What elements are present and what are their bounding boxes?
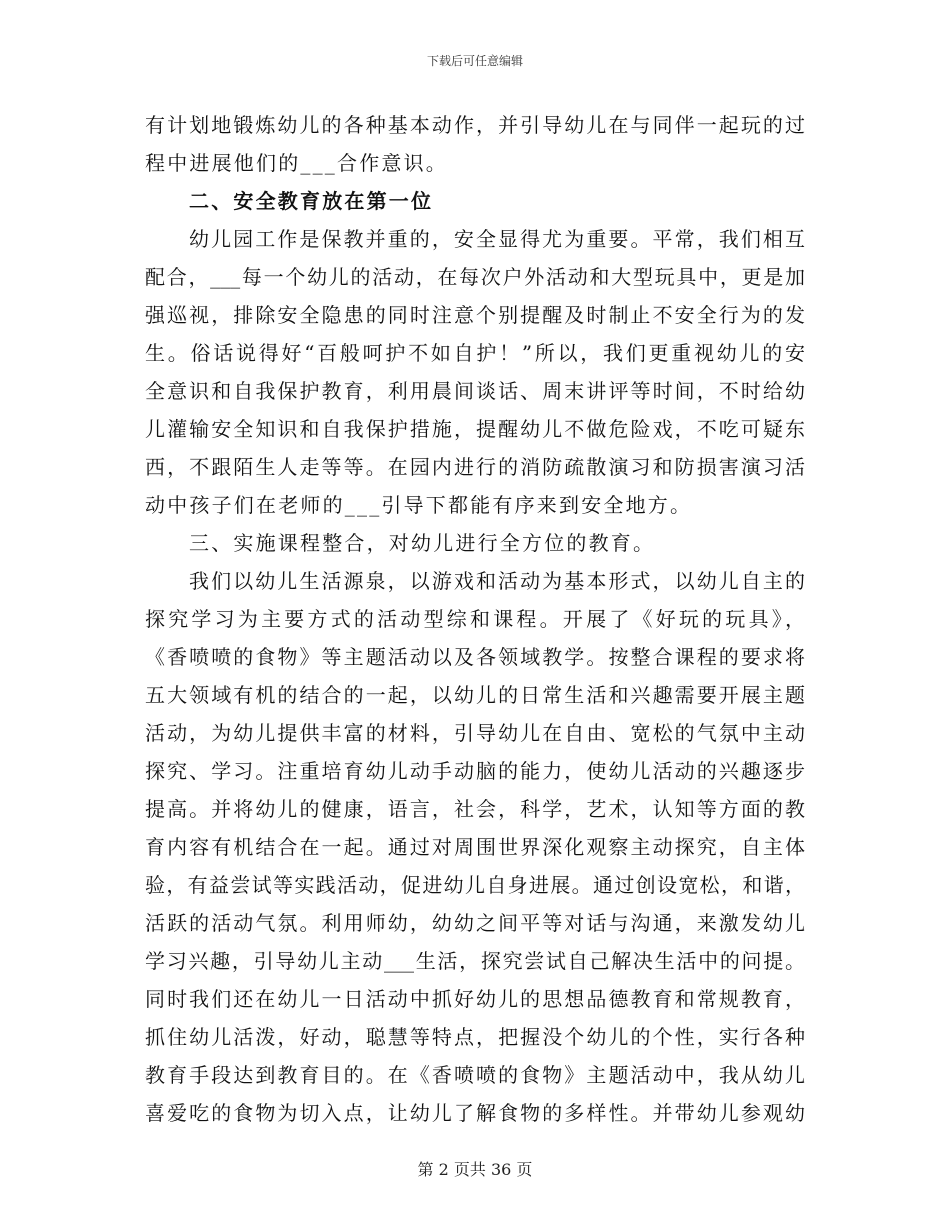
text-line: 强巡视，排除安全隐患的同时注意个别提醒及时制止不安全行为的发 — [145, 303, 805, 327]
text-line: 西，不跟陌生人走等等。在园内进行的消防疏散演习和防损害演习活 — [145, 455, 805, 479]
text-line: 程中进展他们的___合作意识。 — [145, 151, 448, 175]
text-line: 学习兴趣，引导幼儿主动___生活，探究尝试自己解决生活中的问提。 — [145, 949, 805, 973]
text-line: 活动，为幼儿提供丰富的材料，引导幼儿在自由、宽松的气氛中主动 — [145, 721, 805, 745]
page-footer: 第 2 页共 36 页 — [417, 1160, 533, 1179]
text-line: 儿灌输安全知识和自我保护措施，提醒幼儿不做危险戏，不吃可疑东 — [145, 417, 805, 441]
text-line: 全意识和自我保护教育，利用晨间谈话、周末讲评等时间，不时给幼 — [145, 379, 805, 403]
text-line: 动中孩子们在老师的___引导下都能有序来到安全地方。 — [145, 493, 693, 517]
text-line: 活跃的活动气氛。利用师幼，幼幼之间平等对话与沟通，来激发幼儿 — [145, 911, 805, 935]
text-line: 探究学习为主要方式的活动型综和课程。开展了《好玩的玩具》， — [145, 607, 805, 631]
text-line: 育内容有机结合在一起。通过对周围世界深化观察主动探究，自主体 — [145, 835, 805, 859]
text-line: 有计划地锻炼幼儿的各种基本动作，并引导幼儿在与同伴一起玩的过 — [145, 113, 805, 137]
text-line: 《香喷喷的食物》等主题活动以及各领域教学。按整合课程的要求将 — [145, 645, 805, 669]
text-line: 探究、学习。注重培育幼儿动手动脑的能力，使幼儿活动的兴趣逐步 — [145, 759, 805, 783]
text-line: 配合，___每一个幼儿的活动，在每次户外活动和大型玩具中，更是加 — [145, 265, 805, 289]
page-header: 下载后可任意编辑 — [426, 54, 523, 68]
text-line: 幼儿园工作是保教并重的，安全显得尤为重要。平常，我们相互 — [189, 227, 805, 251]
text-line: 提高。并将幼儿的健康，语言，社会，科学，艺术，认知等方面的教 — [145, 797, 805, 821]
text-line: 抓住幼儿活泼，好动，聪慧等特点，把握没个幼儿的个性，实行各种 — [145, 1025, 805, 1049]
text-line: 教育手段达到教育目的。在《香喷喷的食物》主题活动中，我从幼儿 — [145, 1063, 805, 1087]
text-line: 同时我们还在幼儿一日活动中抓好幼儿的思想品德教育和常规教育， — [145, 987, 805, 1011]
section-heading: 二、安全教育放在第一位 — [189, 189, 434, 213]
text-line: 生。俗话说得好“百般呵护不如自护！”所以，我们更重视幼儿的安 — [145, 341, 805, 365]
section-heading: 三、实施课程整合，对幼儿进行全方位的教育。 — [189, 531, 656, 555]
text-line: 验，有益尝试等实践活动，促进幼儿自身进展。通过创设宽松，和谐， — [145, 873, 805, 897]
text-line: 我们以幼儿生活源泉，以游戏和活动为基本形式，以幼儿自主的 — [189, 569, 805, 593]
text-line: 喜爱吃的食物为切入点，让幼儿了解食物的多样性。并带幼儿参观幼 — [145, 1101, 805, 1125]
text-line: 五大领域有机的结合的一起，以幼儿的日常生活和兴趣需要开展主题 — [145, 683, 805, 707]
document-body — [145, 106, 805, 1132]
